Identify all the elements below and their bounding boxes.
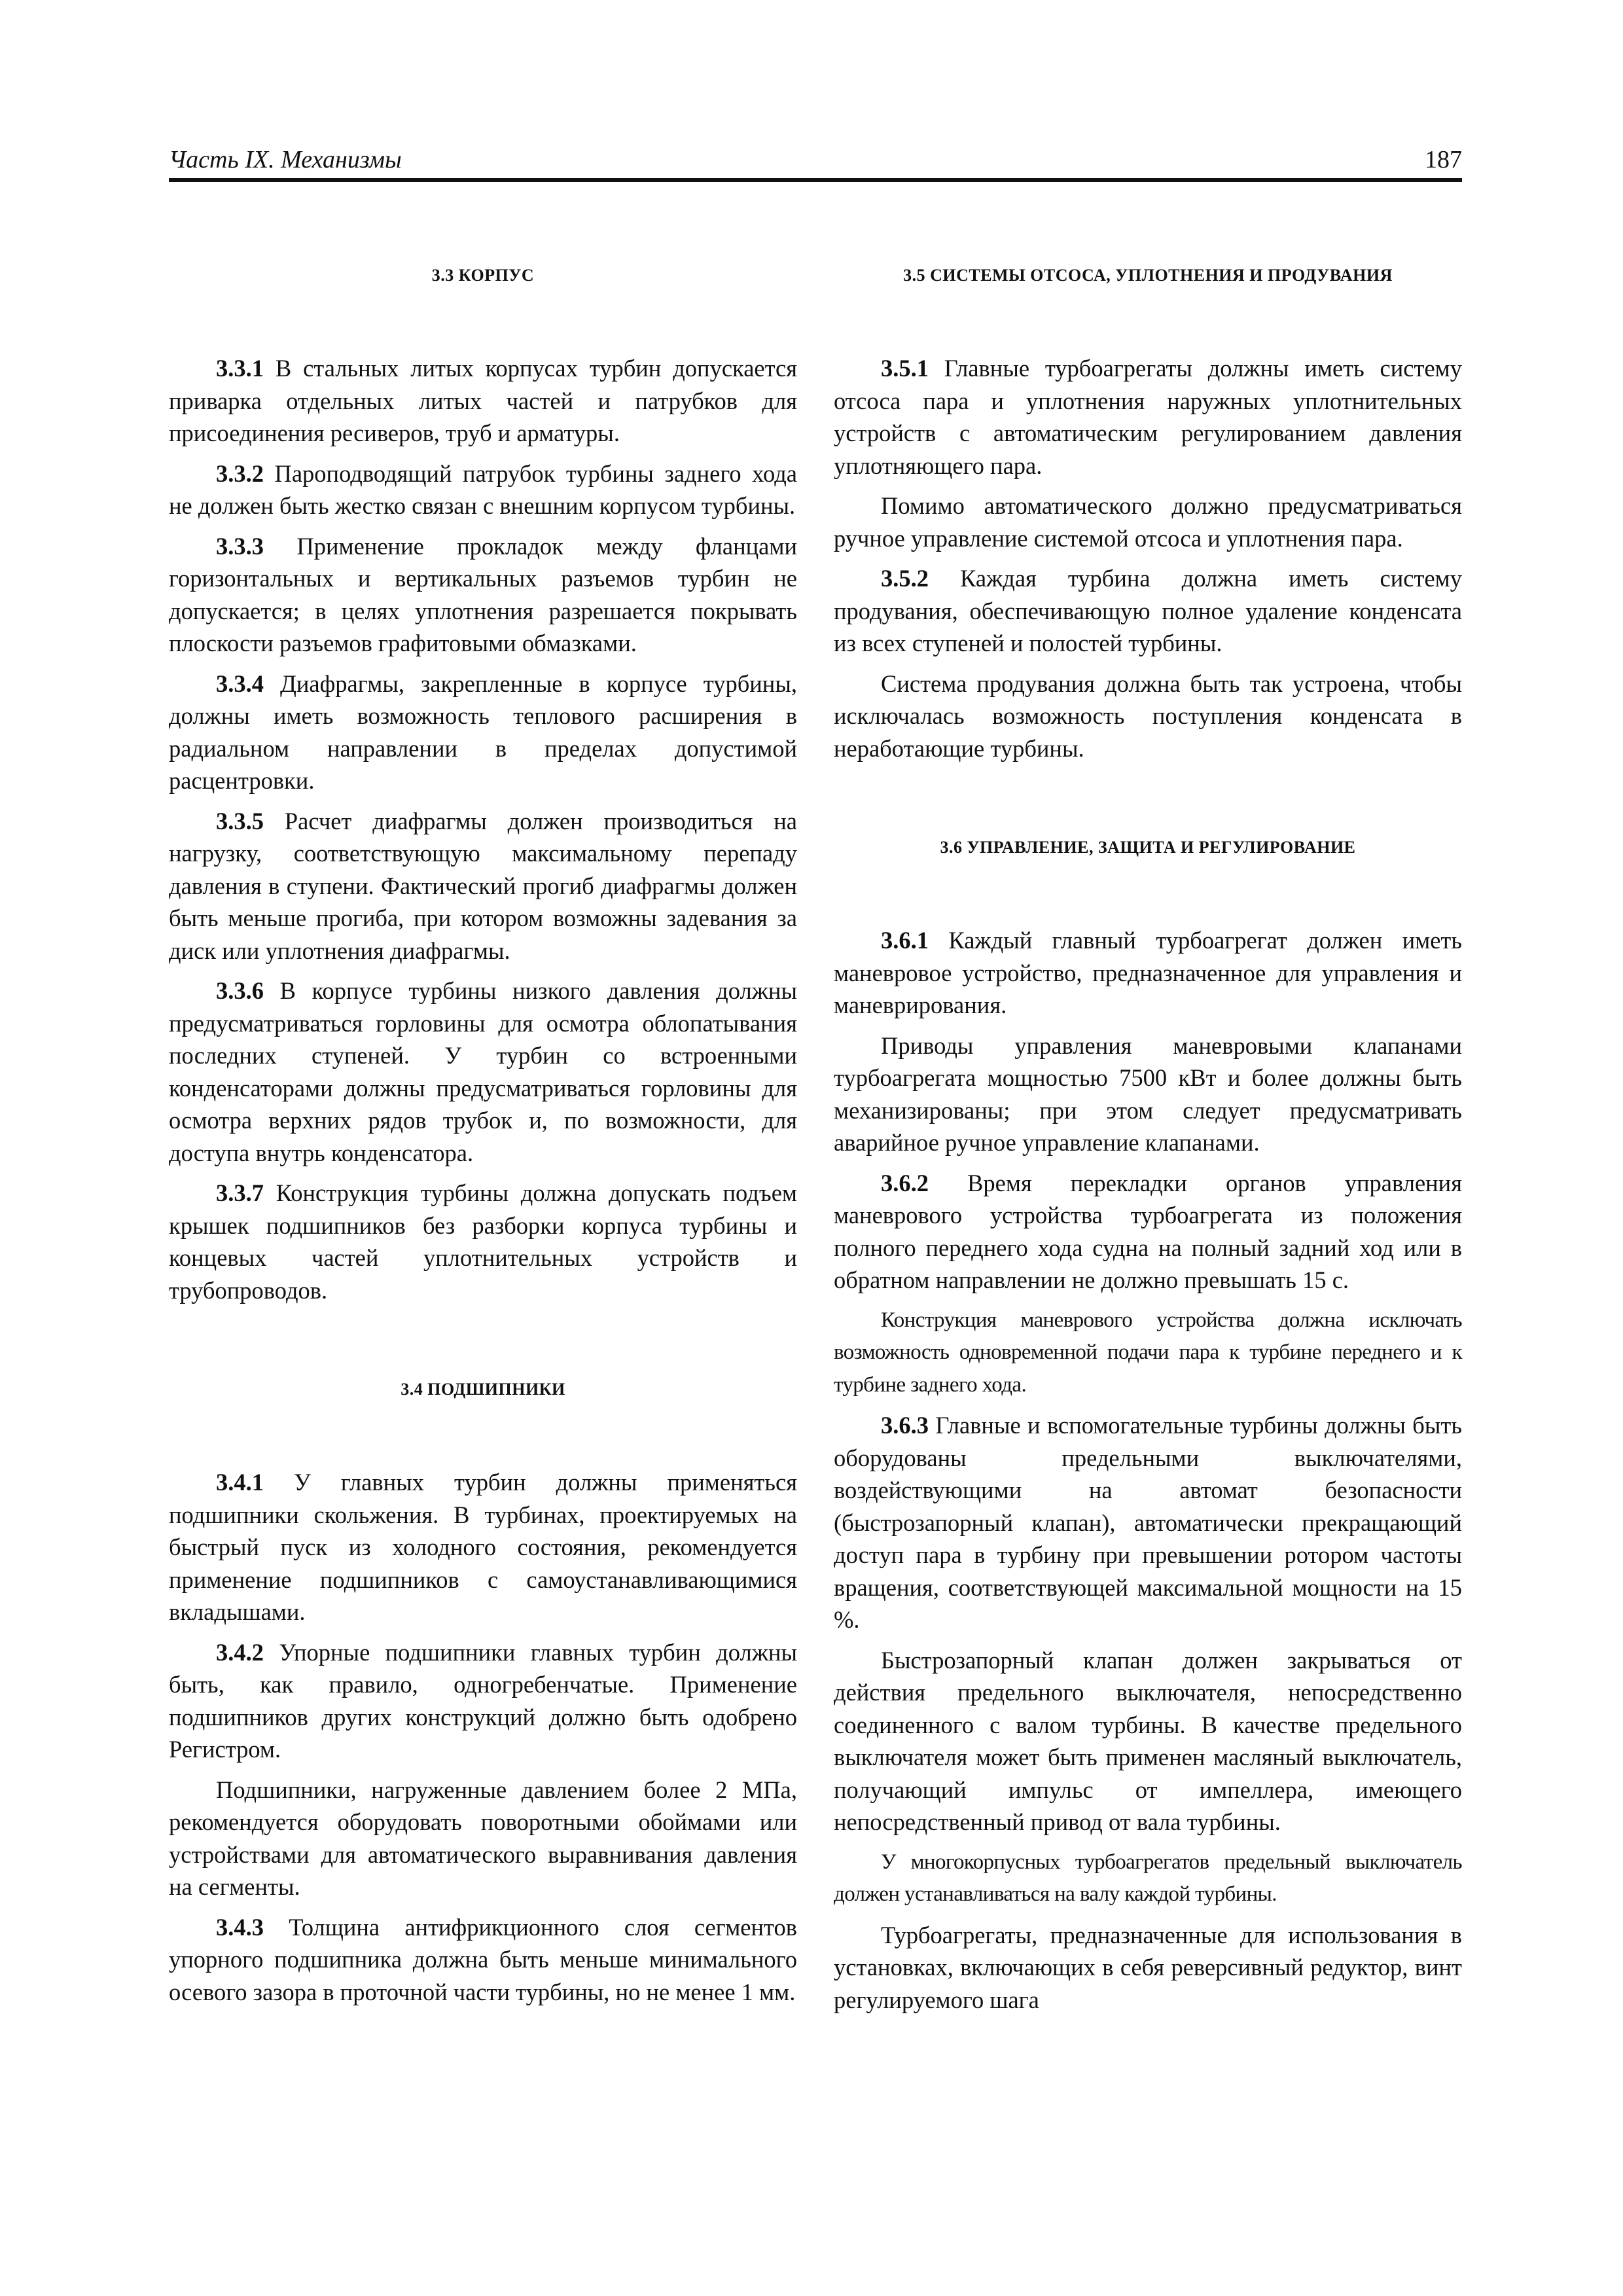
clause-number: 3.3.2 [216,459,264,487]
clause-number: 3.3.1 [216,355,264,382]
paragraph-text: Толщина антифрикционного слоя сегментов упорного подшипника должна быть меньше минимального осевого зазора в проточной части турбины, но не менее 1 мм. [169,1913,797,2005]
paragraph [169,1911,797,2009]
paragraph [169,457,797,522]
clause-number: 3.4.2 [216,1638,264,1666]
paragraph [834,352,1462,482]
paragraph-text: Пароподводящий патрубок турбины заднего хода не должен быть жестко связан с внешним корпусом турбины. [169,459,797,519]
paragraph [834,668,1462,765]
clause-number: 3.3.7 [216,1179,264,1206]
paragraph-text: Подшипники, нагруженные давлением более 2 МПа, рекомендуется оборудовать поворотными обоймами или устройствами для автоматического выравнивания давления на сегменты. [169,1776,797,1900]
paragraph-text: Конструкция маневрового устройства должна исключать возможность одновременной подачи пара к турбине переднего и к турбине заднего хода. [834,1308,1462,1397]
paragraph [169,1774,797,1903]
paragraph-text: Главные и вспомогательные турбины должны быть оборудованы предельными выключателями, воздействующими на автомат безопасности (быстрозапорный клапан), автоматически прекращающий доступ пара в турбину при превышении ротором частоты вращения, соответствующей максимальной мощности на 15 %. [834,1412,1462,1633]
paragraph-text: Главные турбоагрегаты должны иметь систему отсоса пара и уплотнения наружных уплотнительных устройств с автоматическим регулированием давления уплотняющего пара. [834,355,1462,479]
paragraph [834,1919,1462,2017]
paragraph [834,490,1462,554]
paragraph [169,1466,797,1628]
paragraph-text: Расчет диафрагмы должен производиться на нагрузку, соответствующую максимальному перепаду давления в ступени. Фактический прогиб диафрагмы должен быть меньше прогиба, при котором возможны задевания за диск или уплотнения диафрагмы. [169,807,797,964]
paragraph [834,1644,1462,1839]
header-title: Часть IX. Механизмы [169,146,402,173]
clause-number: 3.6.2 [881,1169,929,1196]
section-heading: 3.3 КОРПУС [431,266,535,285]
paragraph-text: Быстрозапорный клапан должен закрываться от действия предельного выключателя, непосредственно соединенного с валом турбины. В качестве предельного выключателя может быть применен масляный выключатель, получающий импульс от импеллера, имеющего непосредственный привод от вала турбины. [834,1646,1462,1835]
page-number: 187 [1425,146,1462,173]
paragraph-text: У главных турбин должны применяться подшипники скольжения. В турбинах, проектируемых на быстрый пуск из холодного состояния, рекомендуется применение подшипников с самоустанавливающимися вкладышами. [169,1469,797,1625]
right-column [834,229,1462,2024]
paragraph [834,1409,1462,1636]
paragraph [169,530,797,660]
paragraph-text: В стальных литых корпусах турбин допускается приварка отдельных литых частей и патрубков для присоединения ресиверов, труб и арматуры. [169,355,797,446]
clause-number: 3.3.3 [216,532,264,560]
paragraph [169,805,797,967]
paragraph [169,668,797,797]
section-heading: 3.6 УПРАВЛЕНИЕ, ЗАЩИТА И РЕГУЛИРОВАНИЕ [940,838,1356,857]
clause-number: 3.3.5 [216,807,264,834]
paragraph [169,1636,797,1766]
section-heading: 3.4 ПОДШИПНИКИ [401,1380,565,1399]
paragraph-text: Система продувания должна быть так устроена, чтобы исключалась возможность поступления конденсата в неработающие турбины. [834,670,1462,762]
paragraph [834,1304,1462,1402]
paragraph [834,924,1462,1022]
clause-number: 3.3.4 [216,670,264,697]
paragraph-text: Время перекладки органов управления маневрового устройства турбоагрегата из положения полного переднего хода судна на полный задний ход или в обратном направлении не должно превышать 15 с. [834,1169,1462,1293]
clause-number: 3.5.2 [881,565,929,592]
paragraph [834,1030,1462,1159]
paragraph-text: Каждый главный турбоагрегат должен иметь маневровое устройство, предназначенное для управления и маневрирования. [834,927,1462,1018]
clause-number: 3.6.3 [881,1412,929,1439]
paragraph-text: Помимо автоматического должно предусматриваться ручное управление системой отсоса и уплотнения пара. [834,492,1462,552]
clause-number: 3.6.1 [881,927,929,954]
paragraph-text: Каждая турбина должна иметь систему продувания, обеспечивающую полное удаление конденсата из всех ступеней и полостей турбины. [834,565,1462,656]
paragraph [834,562,1462,660]
paragraph-text: Упорные подшипники главных турбин должны быть, как правило, одногребенчатые. Применение подшипников других конструкций должно быть одобрено Регистром. [169,1638,797,1763]
paragraph-text: В корпусе турбины низкого давления должны предусматриваться горловины для осмотра облопатывания последних ступеней. У турбин со встроенными конденсаторами должны предусматриваться горловины для осмотра верхних рядов трубок и, по возможности, для доступа внутрь конденсатора. [169,977,797,1166]
paragraph-text: Применение прокладок между фланцами горизонтальных и вертикальных разъемов турбин не допускается; в целях уплотнения разрешается покрывать плоскости разъемов графитовыми обмазками. [169,532,797,656]
paragraph [169,975,797,1169]
left-column [169,229,797,2016]
paragraph-text: У многокорпусных турбоагрегатов предельный выключатель должен устанавливаться на валу каждой турбины. [834,1850,1462,1906]
section-heading: 3.5 СИСТЕМЫ ОТСОСА, УПЛОТНЕНИЯ И ПРОДУВАНИЯ [903,266,1393,285]
clause-number: 3.3.6 [216,977,264,1004]
paragraph-text: Конструкция турбины должна допускать подъем крышек подшипников без разборки корпуса турбины и концевых частей уплотнительных устройств и трубопроводов. [169,1179,797,1304]
clause-number: 3.5.1 [881,355,929,382]
paragraph [834,1167,1462,1297]
paragraph [169,352,797,450]
paragraph [169,1177,797,1306]
paragraph [834,1846,1462,1911]
clause-number: 3.4.1 [216,1469,264,1496]
paragraph-text: Диафрагмы, закрепленные в корпусе турбины, должны иметь возможность теплового расширения в радиальном направлении в пределах допустимой расцентровки. [169,670,797,794]
clause-number: 3.4.3 [216,1913,264,1941]
paragraph-text: Приводы управления маневровыми клапанами турбоагрегата мощностью 7500 кВт и более должны быть механизированы; при этом следует предусматривать аварийное ручное управление клапанами. [834,1031,1462,1156]
running-header [169,139,1462,182]
paragraph-text: Турбоагрегаты, предназначенные для использования в установках, включающих в себя реверсивный редуктор, винт регулируемого шага [834,1921,1462,2013]
